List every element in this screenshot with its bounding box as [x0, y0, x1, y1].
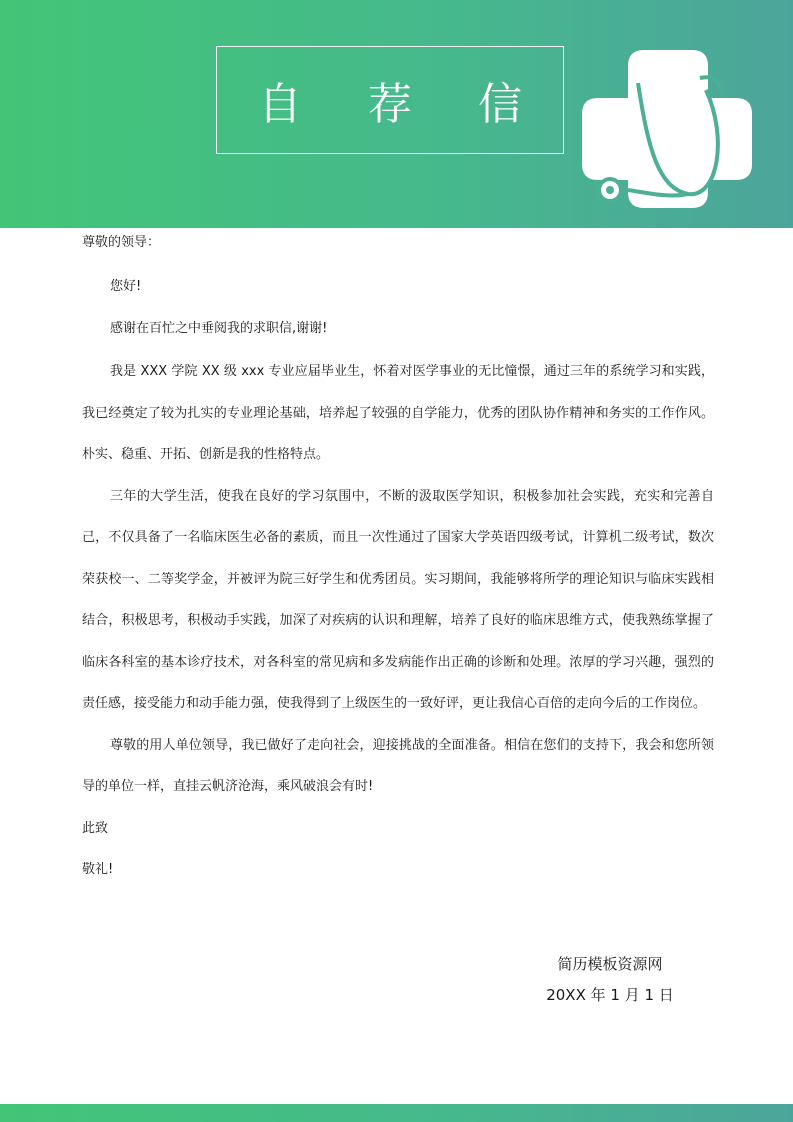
salutation: 尊敬的领导：	[82, 235, 161, 250]
signature-name: 简历模板资源网	[557, 955, 663, 973]
paragraph-closing	[82, 725, 714, 808]
header-banner	[0, 0, 793, 228]
medical-cross-stethoscope-icon	[578, 38, 764, 220]
letter-body	[82, 228, 714, 891]
paragraph-experience	[82, 476, 714, 725]
greeting: 您好!	[110, 279, 142, 294]
signature-date: 20XX 年 1 月 1 日	[546, 986, 674, 1004]
paragraph-intro-text: 我是 XXX 学院 XX 级 xxx 专业应届毕业生，怀着对医学事业的无比憧憬，通过三年的系统学习和实践，我已经奠定了较为扎实的专业理论基础，培养起了较强的自学能力，优秀的团队协作精神和务实的工作作风。朴实、稳重、开拓、创新是我的性格特点。	[82, 364, 714, 462]
title-frame	[216, 46, 564, 154]
signature-block	[520, 950, 700, 1012]
closing-regards: 此致	[82, 820, 109, 836]
page-title: 自 荐 信	[258, 79, 548, 130]
paragraph-intro	[82, 351, 714, 476]
paragraph-experience-text: 三年的大学生活，使我在良好的学习氛围中，不断的汲取医学知识，积极参加社会实践，充实和完善自己，不仅具备了一名临床医生必备的素质，而且一次性通过了国家大学英语四级考试，计算机二级考试，数次荣获校一、二等奖学金，并被评为院三好学生和优秀团员。实习期间，我能够将所学的理论知识与临床实践相结合，积极思考，积极动手实践，加深了对疾病的认识和理解，培养了良好的临床思维方式，使我熟练掌握了临床各科室的基本诊疗技术，对各科室的常见病和多发病能作出正确的诊断和处理。浓厚的学习兴趣，强烈的责任感，接受能力和动手能力强，使我得到了上级医生的一致好评，更让我信心百倍的走向今后的工作岗位。	[82, 488, 714, 711]
paragraph-closing-text: 尊敬的用人单位领导，我已做好了走向社会，迎接挑战的全面准备。相信在您们的支持下，我会和您所领导的单位一样，直挂云帆济沧海，乘风破浪会有时!	[82, 737, 714, 794]
footer-bar	[0, 1104, 793, 1122]
closing-salute: 敬礼!	[82, 862, 114, 877]
thanks-line: 感谢在百忙之中垂阅我的求职信,谢谢!	[110, 321, 328, 336]
